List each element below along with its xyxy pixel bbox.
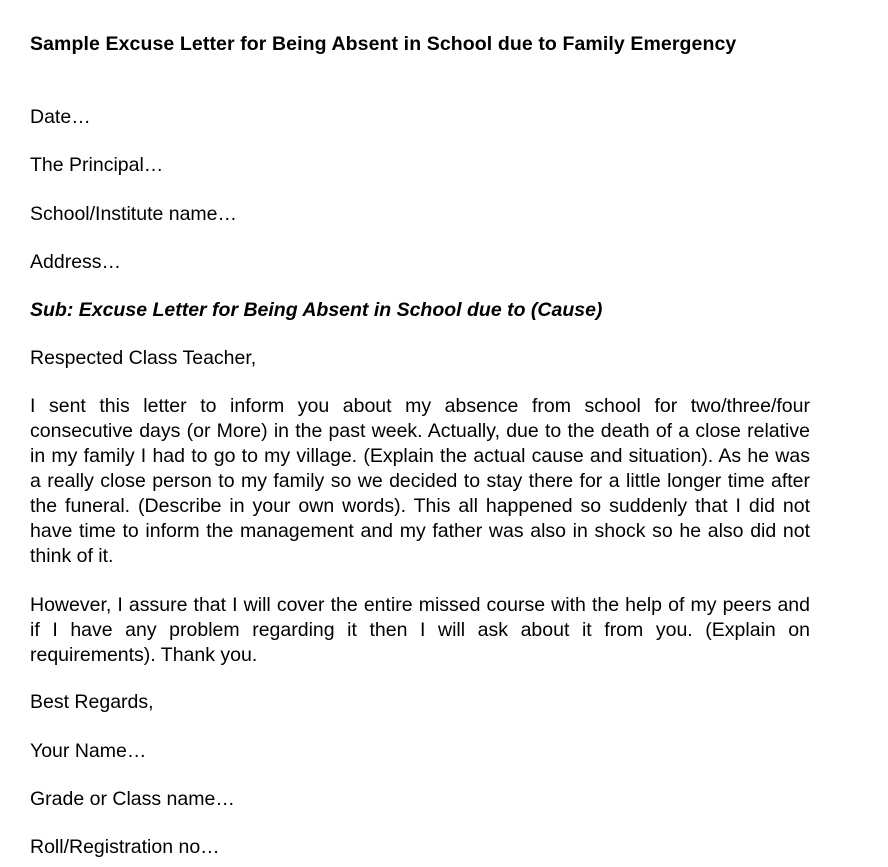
salutation-line: Respected Class Teacher, xyxy=(30,347,257,369)
body-paragraph-2: However, I assure that I will cover the entire missed course with the help of my peers and if I have any problem regarding it then I will ask about it from you. (Explain on requirements). Thank you. xyxy=(30,594,810,666)
date-line: Date… xyxy=(30,106,91,128)
roll-line: Roll/Registration no… xyxy=(30,836,220,858)
document-title: Sample Excuse Letter for Being Absent in School due to Family Emergency xyxy=(30,33,737,55)
subject-line: Sub: Excuse Letter for Being Absent in School due to (Cause) xyxy=(30,299,603,321)
grade-line: Grade or Class name… xyxy=(30,788,235,810)
school-line: School/Institute name… xyxy=(30,203,238,225)
closing-line: Best Regards, xyxy=(30,691,154,713)
body-paragraph-1: I sent this letter to inform you about my absence from school for two/three/four consecutive days (or More) in the past week. Actually, due to the death of a close relative in my family I had to go to my village. (Explain the actual cause and situation). As he was a really close person to my family so we decided to stay there for a little longer time after the funeral. (Describe in your own words). This all happened so suddenly that I did not have time to inform the management and my father was also in shock so he also did not think of it. xyxy=(30,395,810,567)
address-line: Address… xyxy=(30,251,122,273)
name-line: Your Name… xyxy=(30,740,147,762)
principal-line: The Principal… xyxy=(30,154,164,176)
